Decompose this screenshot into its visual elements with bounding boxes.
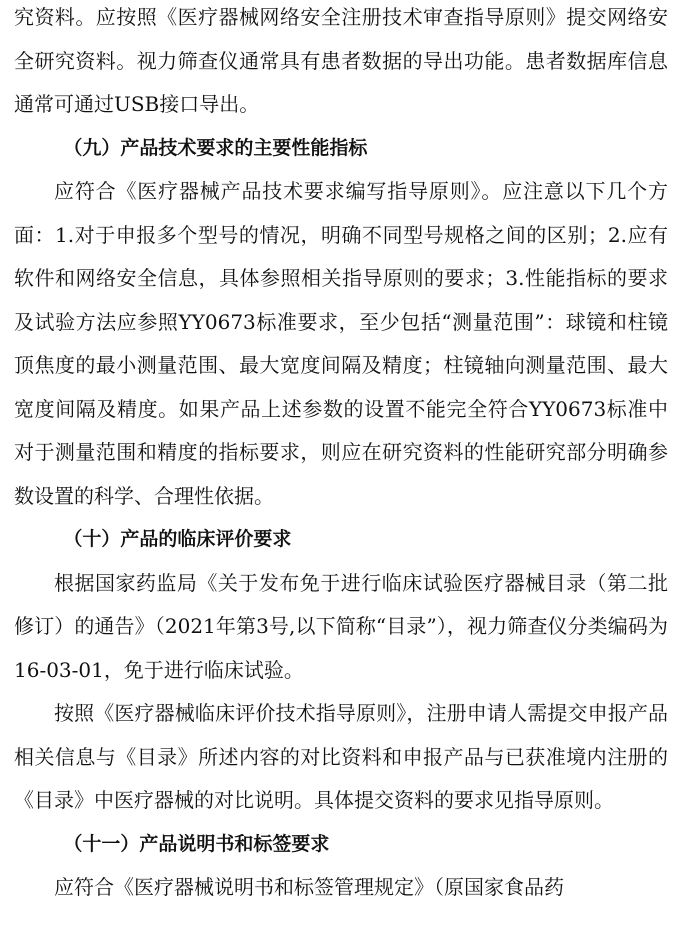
paragraph-exemption-catalog: 根据国家药监局《关于发布免于进行临床试验医疗器械目录（第二批修订）的通告》（2021年第3号,以下简称“目录”），视力筛查仪分类编码为16-03-01，免于进行临床试验。 xyxy=(14,570,668,682)
section-heading-9-performance-indicators: （九）产品技术要求的主要性能指标 xyxy=(63,136,368,159)
paragraph-network-security-continuation: 究资料。应按照《医疗器械网络安全注册技术审查指导原则》提交网络安全研究资料。视力筛查仪通常具有患者数据的导出功能。患者数据库信息通常可通过USB接口导出。 xyxy=(14,5,668,116)
section-heading-11-labeling: （十一）产品说明书和标签要求 xyxy=(63,832,330,855)
paragraph-labeling-regulation: 应符合《医疗器械说明书和标签管理规定》（原国家食品药 xyxy=(54,875,564,899)
paragraph-clinical-guideline: 按照《医疗器械临床评价技术指导原则》，注册申请人需提交申报产品相关信息与《目录》所述内容的对比资料和申报产品与已获准境内注册的《目录》中医疗器械的对比说明。具体提交资料的要求见指导原则。 xyxy=(14,701,668,812)
paragraph-technical-requirements: 应符合《医疗器械产品技术要求编写指导原则》。应注意以下几个方面：1.对于申报多个型号的情况，明确不同型号规格之间的区别；2.应有软件和网络安全信息，具体参照相关指导原则的要求；3.性能指标的要求及试验方法应参照YY0673标准要求，至少包括“测量范围”：球镜和柱镜顶焦度的最小测量范围、最大宽度间隔及精度；柱镜轴向测量范围、最大宽度间隔及精度。如果产品上述参数的设置不能完全符合YY0673标准中对于测量范围和精度的指标要求，则应在研究资料的性能研究部分明确参数设置的科学、合理性依据。 xyxy=(14,179,668,508)
section-heading-10-clinical-evaluation: （十）产品的临床评价要求 xyxy=(63,528,292,550)
